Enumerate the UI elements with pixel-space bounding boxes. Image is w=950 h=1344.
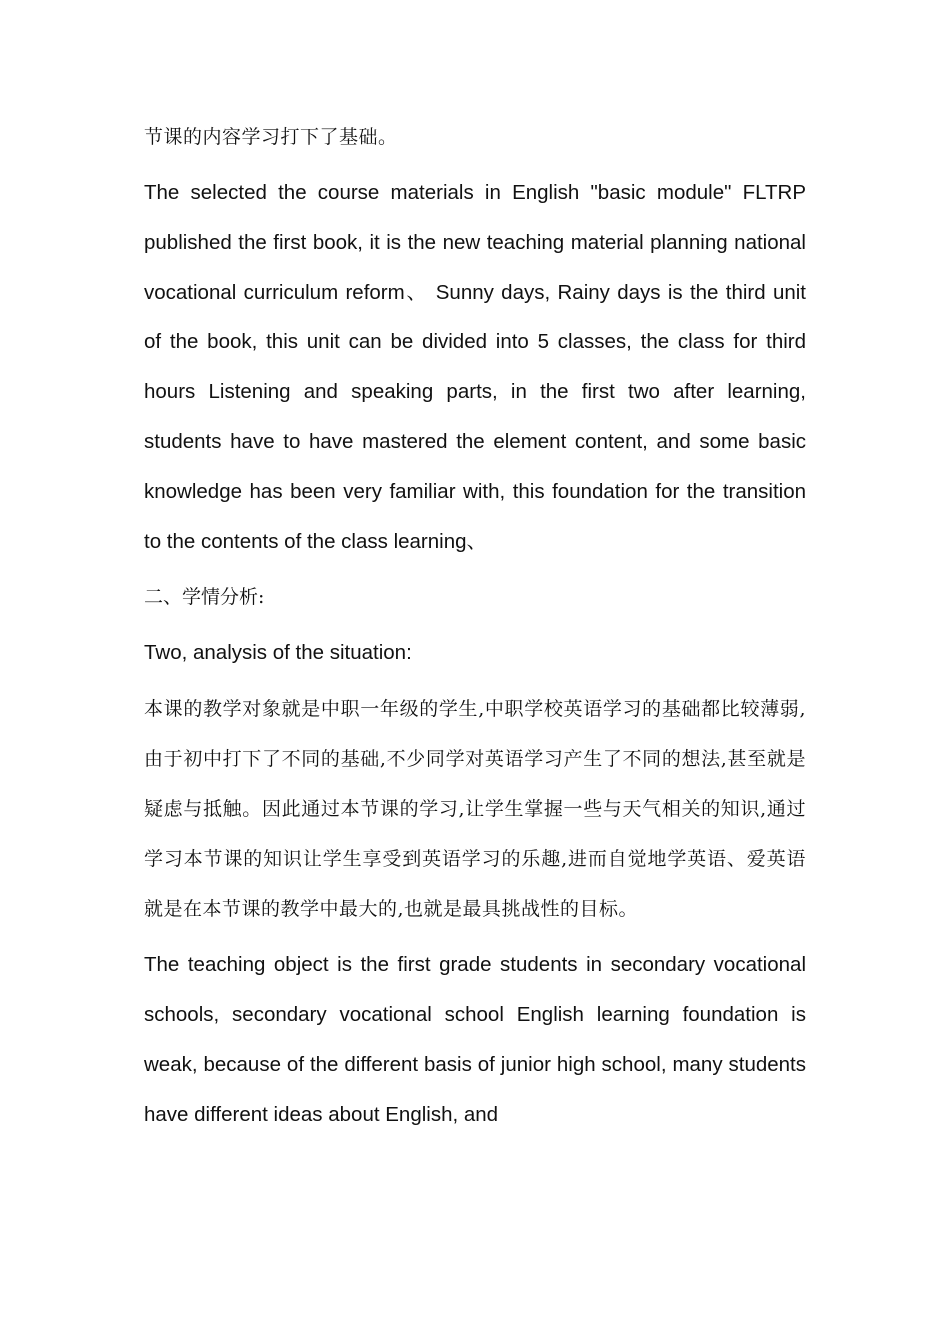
section-heading-en: Two, analysis of the situation: <box>144 641 412 665</box>
paragraph-course-materials-en: The selected the course materials in English "basic module" FLTRP published the first book, it is the new teaching material planning national vocational curriculum reform、 Sunny days, Rainy days is the third unit of the book, this unit can be divided into 5 classes, the class for third hours Listening and speaking parts, in the first two after learning, students have to have mastered the element content, and some basic knowledge has been very familiar with, this foundation for the transition to the contents of the class learning、 <box>144 181 806 553</box>
section-heading-cn: 二、学情分析: <box>144 586 265 609</box>
paragraph-situation-cn: 本课的教学对象就是中职一年级的学生,中职学校英语学习的基础都比较薄弱,由于初中打下了不同的基础,不少同学对英语学习产生了不同的想法,甚至就是疑虑与抵触。因此通过本节课的学习,让学生掌握一些与天气相关的知识,通过学习本节课的知识让学生享受到英语学习的乐趣,进而自觉地学英语、爱英语就是在本节课的教学中最大的,也就是最具挑战性的目标。 <box>144 698 806 921</box>
document-body <box>144 112 806 1146</box>
paragraph-cn-continuation: 节课的内容学习打下了基础。 <box>144 126 398 148</box>
paragraph-situation-en: The teaching object is the first grade students in secondary vocational schools, secondary vocational school English learning foundation is weak, because of the different basis of junior high school, many students have different ideas about English, and <box>144 953 806 1126</box>
